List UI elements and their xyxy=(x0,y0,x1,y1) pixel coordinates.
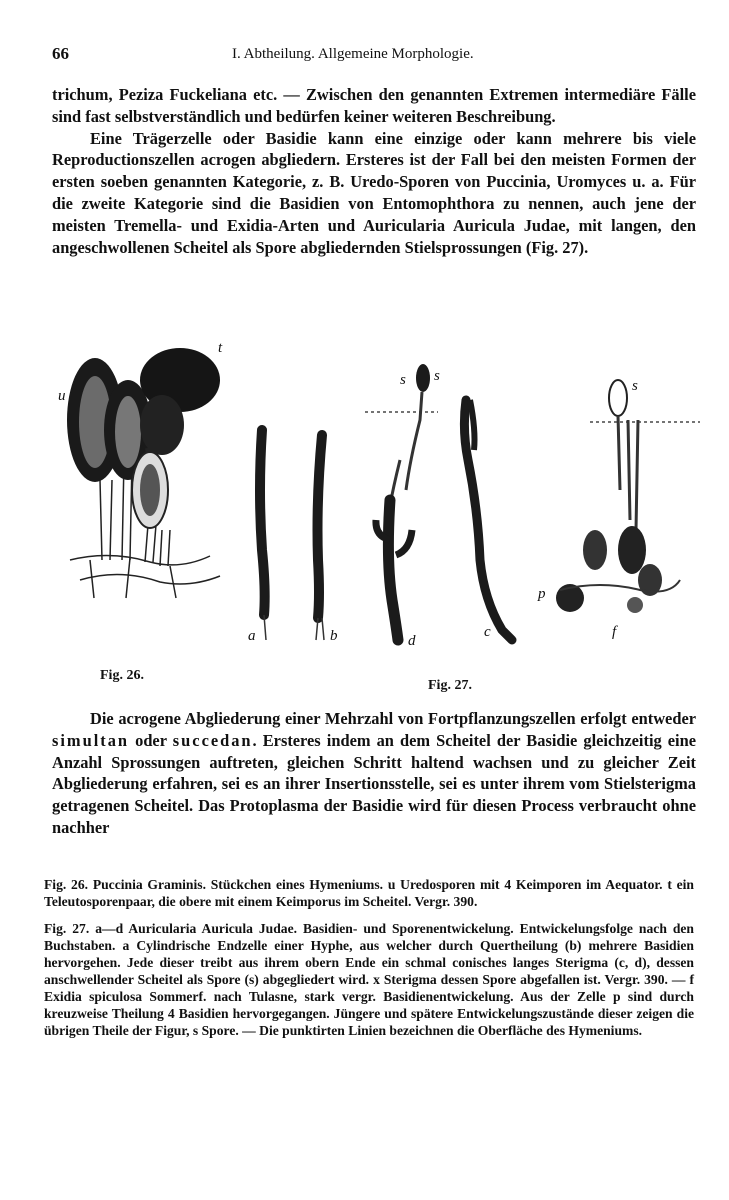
footnote-fig26: Fig. 26. Puccinia Graminis. Stückchen eines Hymeniums. u Uredosporen mit 4 Keimporen im Aequator. t ein Teleutosporenpaar, die obere mit einem Keimporus im Scheitel. Vergr. 390. xyxy=(44,877,694,909)
running-title: I. Abtheilung. Allgemeine Morphologie. xyxy=(232,46,474,62)
figure-27-caption: Fig. 27. xyxy=(428,678,472,693)
paragraph-2: Eine Trägerzelle oder Basidie kann eine einzige oder kann mehrere bis viele Reproductionszellen acrogen abgliedern. Ersteres ist der Fall bei den meisten Formen der ersten soeben genannten Kategorie, z. B. Uredo-Sporen von Puccinia, Uromyces u. a. Für die zweite Kategorie sind die Basidien von Entomophthora zu nennen, auch jene der meisten Tremella- und Exidia-Arten und Auricularia Auricula Judae, mit langen, den angeschwollenen Scheitel als Spore abgliedernden Stielsprossungen (Fig. 27). xyxy=(52,128,696,257)
fig27-label-a: a xyxy=(248,628,256,644)
term-simultan: simultan xyxy=(52,730,130,750)
fig27-label-s-2: s xyxy=(434,368,440,384)
page-number: 66 xyxy=(52,44,69,63)
footnotes xyxy=(44,876,694,1049)
fig27-label-f: f xyxy=(612,624,617,640)
footnote-fig27: Fig. 27. a—d Auricularia Auricula Judae. Basidien- und Sporenentwickelung. Entwickelungsfolge nach den Buchstaben. a Cylindrische Endzelle einer Hyphe, aus welcher durch Quertheilung (b) mehrere Basidien hervorgehen. Jede dieser treibt aus ihrem obern Ende ein schmal conisches langes Sterigma (c, d), dessen anschwellender Scheitel als Spore (s) abgegliedert wird. x Sterigma dessen Spore abgefallen ist. Vergr. 390. — f Exidia spiculosa Sommerf. nach Tulasne, stark vergr. Basidienentwickelung. Aus der Zelle p sind durch kreuzweise Theilung 4 Basidien hervorgegangen. Jüngere und spätere Entwickelungszustände dieser zeigen die übrigen Theile der Figur, s Spore. — Die punktirten Linien bezeichnen die Oberfläche des Hymeniums. xyxy=(44,921,694,1038)
paragraph-3 xyxy=(52,708,696,839)
paragraph-1: trichum, Peziza Fuckeliana etc. — Zwischen den genannten Extremen intermediäre Fälle sind fast selbstverständlich und bedürfen keiner weiteren Beschreibung. xyxy=(52,85,696,126)
fig27-label-p: p xyxy=(538,586,546,602)
fig27-label-c: c xyxy=(484,624,491,640)
figure-26-illustration xyxy=(50,330,250,600)
body-text-bottom xyxy=(52,708,696,839)
paragraph-3-oder: oder xyxy=(129,730,173,750)
fig27-label-b: b xyxy=(330,628,338,644)
fig27-label-s-1: s xyxy=(400,372,406,388)
fig26-label-u: u xyxy=(58,388,66,404)
figure-27-illustration xyxy=(240,340,700,650)
fig27-label-d: d xyxy=(408,633,416,649)
body-text-top xyxy=(52,84,696,258)
fig26-label-t: t xyxy=(218,340,223,356)
paragraph-3-rest: . Ersteres indem an dem Scheitel der Basidie gleichzeitig eine Anzahl Sprossungen auftreten, gleichen Schritt haltend wachsen und zu gleicher Zeit Abgliederung erfahren, sei es an ihrer Insertionsstelle, sei es unter ihrem vom Stielsterigma getragenen Scheitel. Das Protoplasma der Basidie wird für diesen Process verbraucht ohne nachher xyxy=(52,730,697,837)
figure-26-caption: Fig. 26. xyxy=(100,668,144,683)
paragraph-3-start: Die acrogene Abgliederung einer Mehrzahl von Fortpflanzungszellen erfolgt entweder xyxy=(90,709,696,728)
fig27-label-s-3: s xyxy=(632,378,638,394)
term-succedan: succedan xyxy=(172,730,253,750)
page-header xyxy=(52,44,689,70)
